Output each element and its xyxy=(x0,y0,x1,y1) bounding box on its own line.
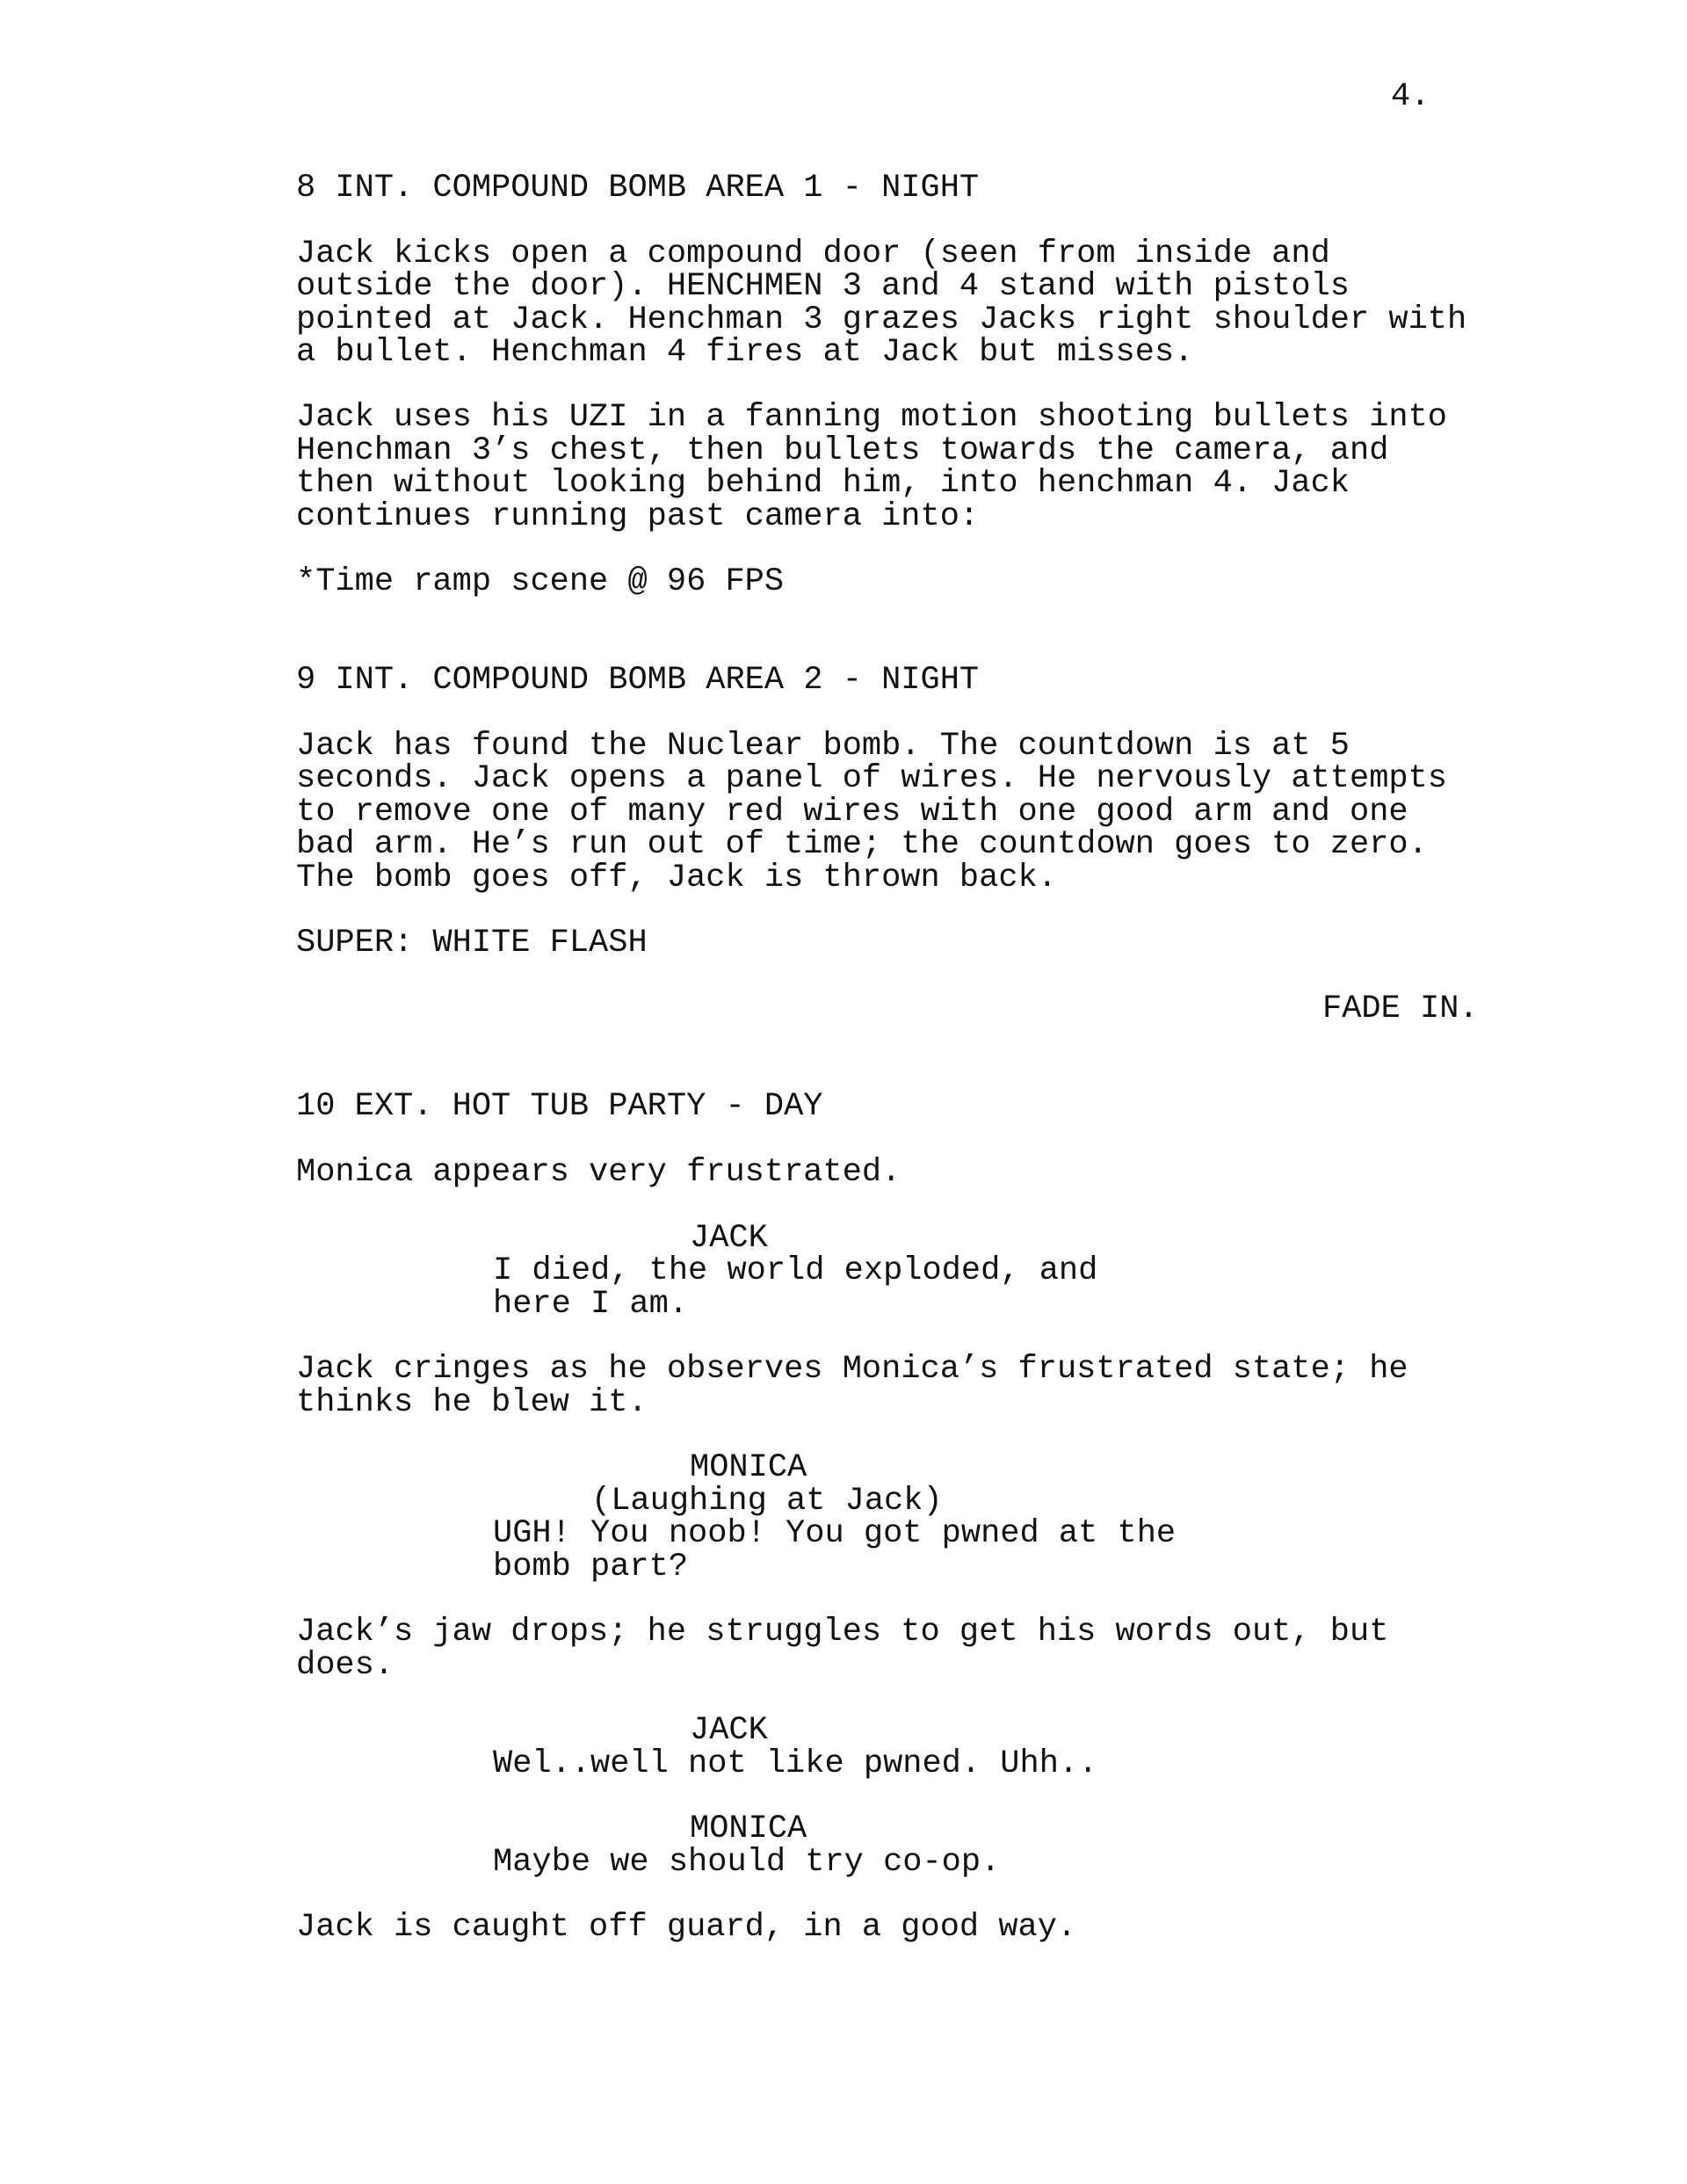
action-line: Jack kicks open a compound door (seen from inside and xyxy=(296,236,1330,272)
action-line: to remove one of many red wires with one good arm and one xyxy=(296,794,1408,831)
dialogue-line: here I am. xyxy=(493,1286,689,1323)
dialogue-line: bomb part? xyxy=(493,1549,689,1585)
action-line: pointed at Jack. Henchman 3 grazes Jacks right shoulder with xyxy=(296,301,1467,338)
parenthetical: (Laughing at Jack) xyxy=(591,1483,943,1520)
page-number: 4. xyxy=(1391,78,1430,115)
action-line: continues running past camera into: xyxy=(296,498,980,535)
action-line: does. xyxy=(296,1647,395,1684)
action-line: outside the door). HENCHMEN 3 and 4 stand with pistols xyxy=(296,268,1350,305)
transition: FADE IN. xyxy=(1322,990,1479,1027)
super-line: SUPER: WHITE FLASH xyxy=(296,925,648,961)
dialogue-line: UGH! You noob! You got pwned at the xyxy=(493,1515,1177,1552)
scene-heading: 9 INT. COMPOUND BOMB AREA 2 - NIGHT xyxy=(296,662,980,699)
scene-heading: 10 EXT. HOT TUB PARTY - DAY xyxy=(296,1088,823,1125)
character-name: JACK xyxy=(690,1712,768,1749)
action-line: The bomb goes off, Jack is thrown back. xyxy=(296,860,1057,896)
action-line: seconds. Jack opens a panel of wires. He nervously attempts xyxy=(296,760,1448,797)
action-line: Jack is caught off guard, in a good way. xyxy=(296,1909,1077,1946)
scene-note: *Time ramp scene @ 96 FPS xyxy=(296,563,785,600)
action-line: thinks he blew it. xyxy=(296,1384,648,1421)
action-line: Jack cringes as he observes Monica’s frustrated state; he xyxy=(296,1351,1408,1388)
character-name: JACK xyxy=(690,1220,768,1257)
action-line: a bullet. Henchman 4 fires at Jack but misses. xyxy=(296,334,1194,371)
dialogue-line: Wel..well not like pwned. Uhh.. xyxy=(493,1745,1098,1782)
character-name: MONICA xyxy=(690,1449,807,1486)
action-line: Monica appears very frustrated. xyxy=(296,1154,901,1191)
action-line: Jack uses his UZI in a fanning motion shooting bullets into xyxy=(296,399,1448,436)
character-name: MONICA xyxy=(690,1810,807,1847)
action-line: Jack has found the Nuclear bomb. The countdown is at 5 xyxy=(296,728,1350,765)
scene-heading: 8 INT. COMPOUND BOMB AREA 1 - NIGHT xyxy=(296,170,980,207)
action-line: Jack’s jaw drops; he struggles to get his words out, but xyxy=(296,1614,1389,1651)
action-line: then without looking behind him, into henchman 4. Jack xyxy=(296,465,1350,502)
action-line: bad arm. He’s run out of time; the countdown goes to zero. xyxy=(296,826,1428,863)
dialogue-line: I died, the world exploded, and xyxy=(493,1252,1098,1289)
dialogue-line: Maybe we should try co-op. xyxy=(493,1844,1001,1881)
action-line: Henchman 3’s chest, then bullets towards the camera, and xyxy=(296,432,1389,469)
